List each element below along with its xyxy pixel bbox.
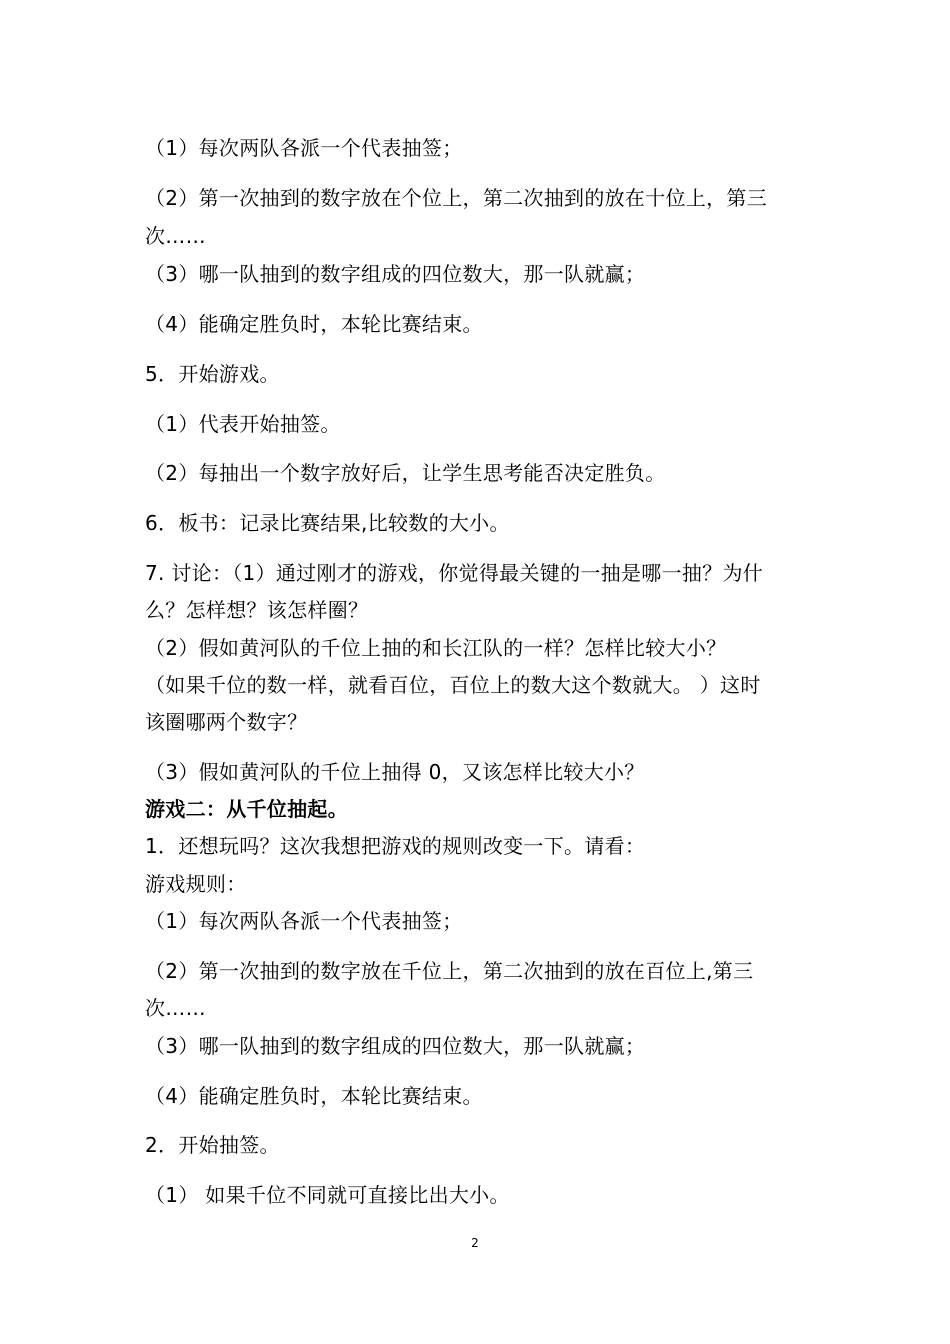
text-line: （2）第一次抽到的数字放在个位上，第二次抽到的放在十位上，第三 bbox=[145, 186, 768, 210]
text-line: 7. 讨论：（1）通过刚才的游戏，你觉得最关键的一抽是哪一抽？为什 bbox=[145, 561, 764, 585]
text-line: （1）每次两队各派一个代表抽签； bbox=[145, 136, 463, 160]
text-line: （2）假如黄河队的千位上抽的和长江队的一样？怎样比较大小？ bbox=[145, 636, 727, 660]
text-line: 么？怎样想？该怎样圈？ bbox=[145, 598, 369, 622]
text-line: （4）能确定胜负时，本轮比赛结束。 bbox=[145, 1084, 483, 1108]
text-line: （1） 如果千位不同就可直接比出大小。 bbox=[145, 1183, 510, 1207]
text-line: （4）能确定胜负时，本轮比赛结束。 bbox=[145, 312, 483, 336]
text-line: （2）每抽出一个数字放好后，让学生思考能否决定胜负。 bbox=[145, 461, 666, 485]
text-line: 游戏规则： bbox=[145, 872, 247, 896]
text-line: （如果千位的数一样，就看百位，百位上的数大这个数就大。 ）这时 bbox=[145, 673, 761, 697]
text-line: 1．还想玩吗？这次我想把游戏的规则改变一下。请看： bbox=[145, 834, 646, 858]
text-line: 5．开始游戏。 bbox=[145, 362, 280, 386]
section-heading: 游戏二：从千位抽起。 bbox=[145, 797, 348, 821]
text-line: （3）假如黄河队的千位上抽得 0，又该怎样比较大小？ bbox=[145, 760, 645, 784]
page-number: 2 bbox=[471, 1236, 479, 1250]
text-line: 6．板书：记录比赛结果,比较数的大小。 bbox=[145, 511, 510, 535]
text-line: 2．开始抽签。 bbox=[145, 1133, 280, 1157]
text-line: （2）第一次抽到的数字放在千位上，第二次抽到的放在百位上,第三 bbox=[145, 959, 754, 983]
text-line: （1）每次两队各派一个代表抽签； bbox=[145, 909, 463, 933]
text-line: 次…… bbox=[145, 224, 206, 248]
text-line: （1）代表开始抽签。 bbox=[145, 412, 341, 436]
text-line: 该圈哪两个数字？ bbox=[145, 710, 308, 734]
text-line: （3）哪一队抽到的数字组成的四位数大，那一队就赢； bbox=[145, 1034, 646, 1058]
text-line: （3）哪一队抽到的数字组成的四位数大，那一队就赢； bbox=[145, 262, 646, 286]
text-line: 次…… bbox=[145, 996, 206, 1020]
